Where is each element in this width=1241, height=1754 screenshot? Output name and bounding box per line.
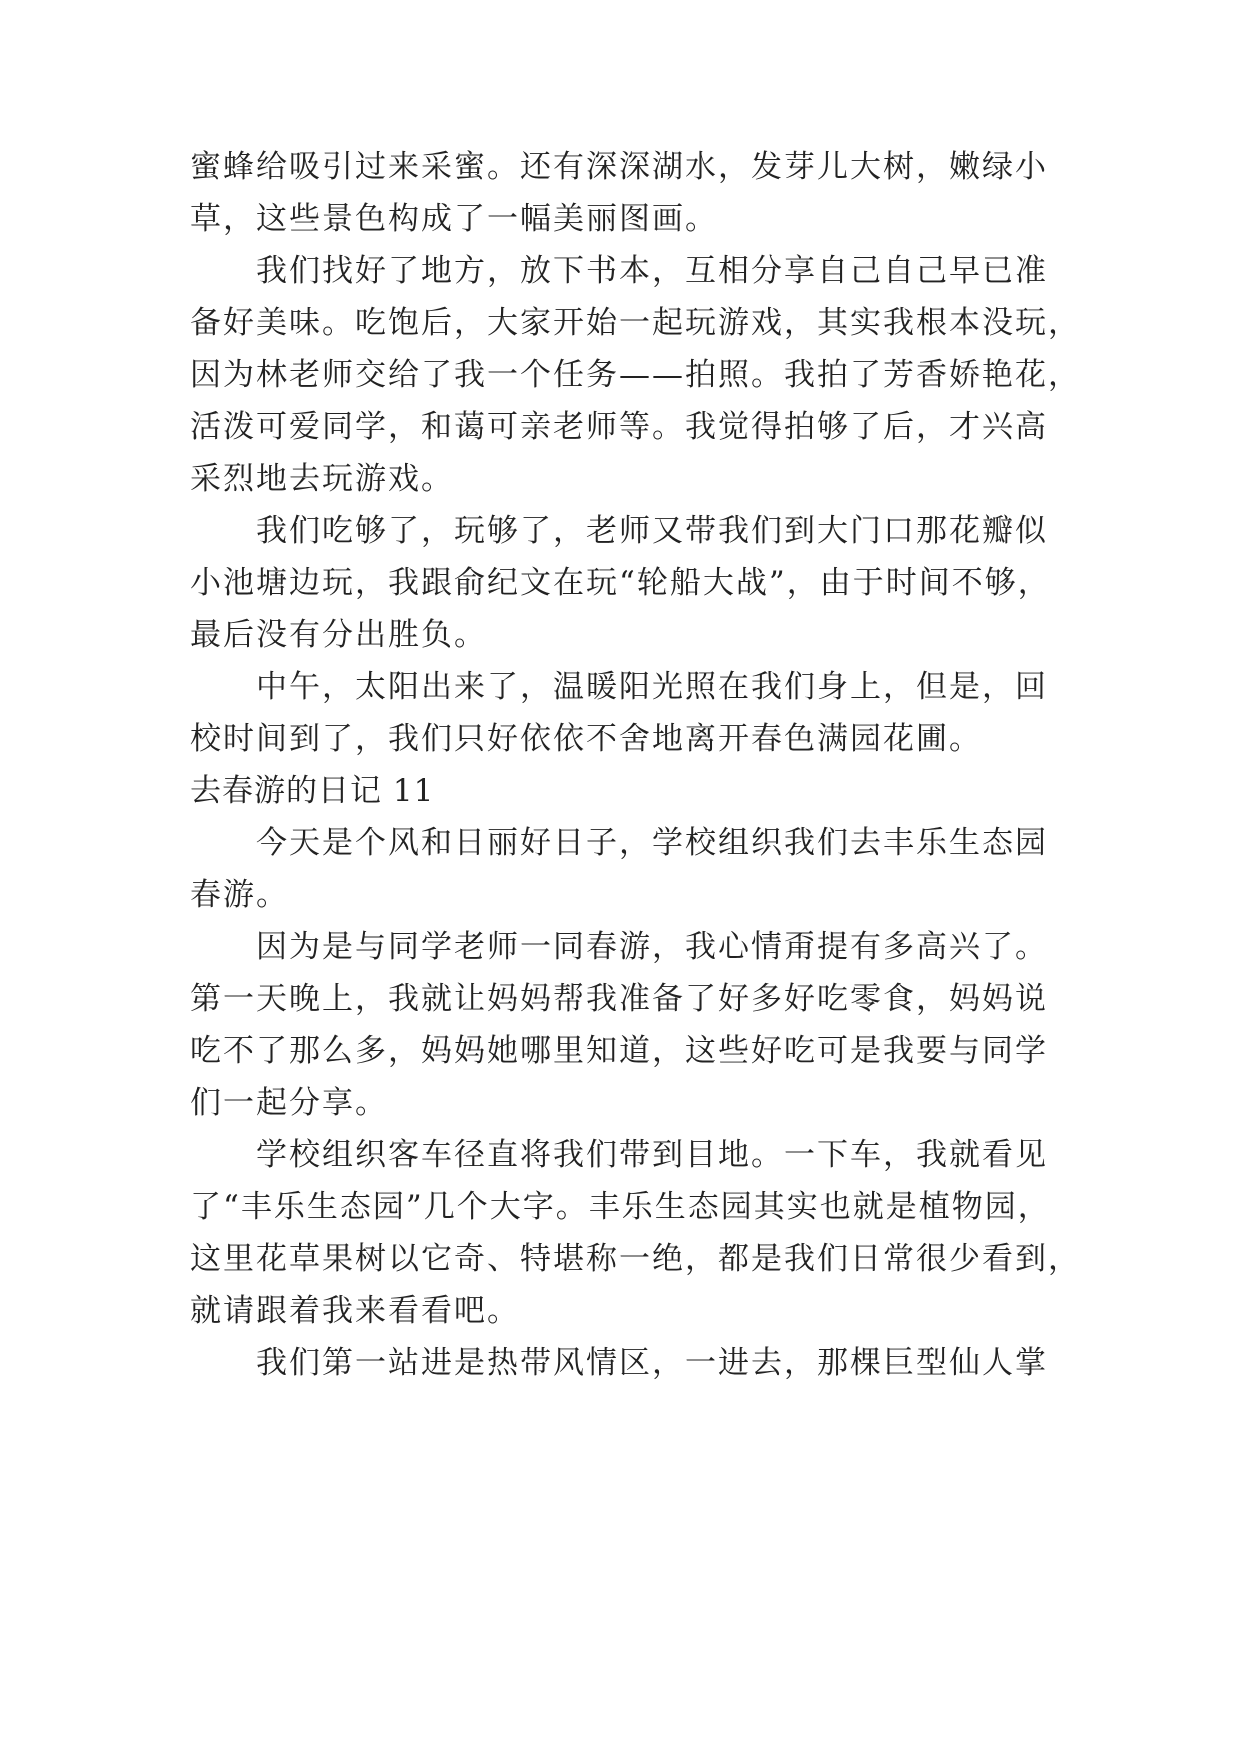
- paragraph-first-line: 我们第一站进是热带风情区，一进去，那棵巨型仙人掌: [256, 1345, 1048, 1381]
- paragraph-first-line: 今天是个风和日丽好日子，学校组织我们去丰乐生态园: [256, 825, 1048, 861]
- paragraph-first-line: 我们吃够了，玩够了，老师又带我们到大门口那花瓣似: [256, 513, 1048, 549]
- paragraph-first-line: 学校组织客车径直将我们带到目地。一下车，我就看见: [256, 1137, 1048, 1173]
- text-line: 就请跟着我来看看吧。: [190, 1293, 520, 1329]
- text-line: 最后没有分出胜负。: [190, 617, 487, 653]
- text-line: 吃不了那么多，妈妈她哪里知道，这些好吃可是我要与同学: [190, 1033, 1048, 1069]
- paragraph-first-line: 中午，太阳出来了，温暖阳光照在我们身上，但是，回: [256, 669, 1048, 705]
- text-line: 了“丰乐生态园”几个大字。丰乐生态园其实也就是植物园，: [190, 1189, 1051, 1225]
- paragraph-first-line: 因为是与同学老师一同春游，我心情甭提有多高兴了。: [256, 929, 1048, 965]
- text-line: 春游。: [190, 877, 289, 913]
- text-line: 草，这些景色构成了一幅美丽图画。: [190, 201, 718, 237]
- text-line: 活泼可爱同学，和蔼可亲老师等。我觉得拍够了后，才兴高: [190, 409, 1048, 445]
- text-line: 校时间到了，我们只好依依不舍地离开春色满园花圃。: [190, 721, 982, 757]
- text-line: 们一起分享。: [190, 1085, 388, 1121]
- text-line: 第一天晚上，我就让妈妈帮我准备了好多好吃零食，妈妈说: [190, 981, 1048, 1017]
- section-heading: 去春游的日记 11: [190, 773, 435, 809]
- text-line: 小池塘边玩，我跟俞纪文在玩“轮船大战”，由于时间不够，: [190, 565, 1051, 601]
- text-line: 蜜蜂给吸引过来采蜜。还有深深湖水，发芽儿大树，嫩绿小: [190, 149, 1048, 185]
- text-line: 这里花草果树以它奇、特堪称一绝，都是我们日常很少看到，: [190, 1241, 1081, 1277]
- text-line: 因为林老师交给了我一个任务——拍照。我拍了芳香娇艳花，: [190, 357, 1081, 393]
- text-line: 备好美味。吃饱后，大家开始一起玩游戏，其实我根本没玩，: [190, 305, 1081, 341]
- paragraph-first-line: 我们找好了地方，放下书本，互相分享自己自己早已准: [256, 253, 1048, 289]
- text-line: 采烈地去玩游戏。: [190, 461, 454, 497]
